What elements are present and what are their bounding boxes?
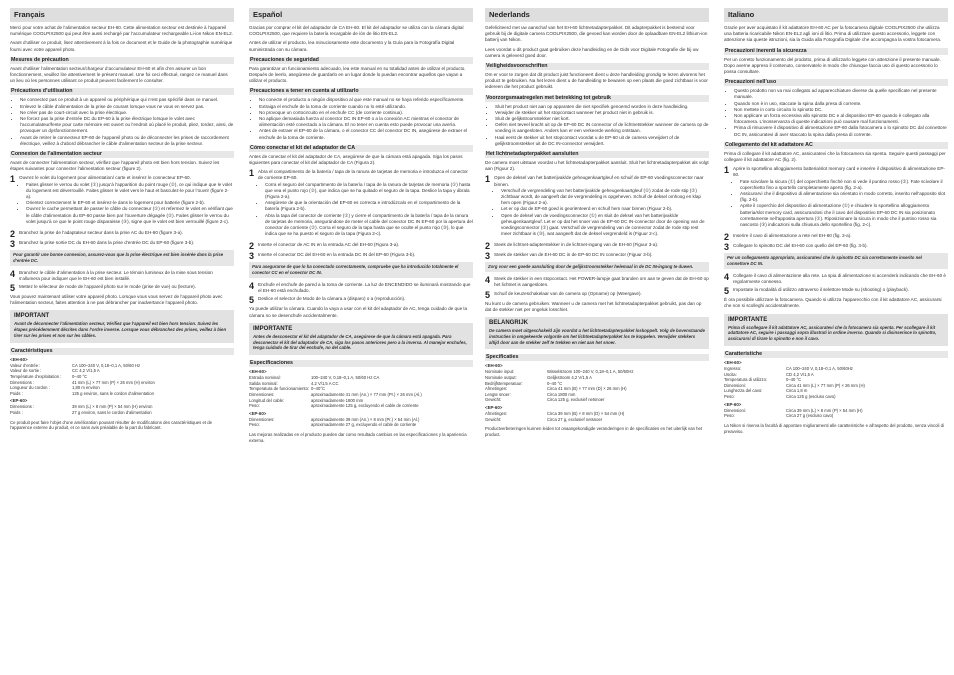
step-number: 3 xyxy=(249,251,255,262)
step-number: 4 xyxy=(485,275,491,286)
spec-value: aproximadamente 41 mm (An.) × 77 mm (Pr.) × 26 mm (Al.) xyxy=(311,392,422,398)
spec-row xyxy=(485,397,709,403)
bullet-item: • No conecte el producto a ningún dispositivo al que este manual no se haya referido específicamente. xyxy=(259,97,473,103)
step-number: 3 xyxy=(485,251,491,262)
bullet-item: • Non mettete in corto circuito lo spinotto DC. xyxy=(734,107,948,113)
spec-key: Longueur du cordon : xyxy=(10,385,50,391)
note-box: Pour garantir une bonne connexion, assurez-vous que la prise électrique est bien insérée dans la prise d’entrée DC. xyxy=(10,250,234,266)
step-subitem: • Asegúrese de que la orientación del EP-60 es correcta e introdúzcalo en el compartimento de la batería (Figura 2-b). xyxy=(265,200,473,212)
spec-key: Temperatura di utilizzo: xyxy=(724,377,768,383)
intro-paragraph: Avant d’utiliser ce produit, lisez attentivement à la fois ce document et le Guide de la photographie numérique fourni avec votre appareil photo. xyxy=(10,40,233,52)
spec-value: CC 4,2 V/1,5 A xyxy=(72,368,100,374)
step-text: Abra el compartimento de la batería / tapa de la ranura de tarjetas de memoria e introduzca el conector de corriente EP-60. xyxy=(258,169,468,181)
step-item xyxy=(485,276,709,288)
important-text: Antes de desconectar el kit del adaptador de CA, asegúrese de que la cámara está apagada. Para desconectar el kit del adaptador de CA, siga los pasos anteriores pero a la inversa. Al manejar enchufes, tenga cuidado de tirar del enchufe, no del cable. xyxy=(253,333,467,351)
spec-value: 0–40 °C xyxy=(786,377,802,383)
bullet-item: • Questo prodotto non va mai collegato ad apparecchiature diverse da quelle specificate nel presente manuale. xyxy=(734,88,948,100)
spec-key: Dimensioni: xyxy=(724,407,746,413)
step-body xyxy=(733,273,948,285)
spec-key: Peso: xyxy=(249,403,260,409)
footer-note: Productverbeteringen kunnen leiden tot onaangekondigde veranderingen in de specificaties en het uiterlijk van het product. xyxy=(485,426,703,438)
intro-paragraph: Gefeliciteerd met uw aanschaf van het EH-60 lichtnetadapterpakket. Dit adapterpakket is bestemd voor gebruik bij de digitale camera COOLPIX2500, die gevoed kan worden door de oplaadbare EN-EL2 lithium-ion batterij van Nikon. xyxy=(485,25,708,43)
step-body xyxy=(19,175,234,228)
step-text: Deslice el selector de Modo de la cámara a (disparo) o a (reproducción). xyxy=(258,296,406,302)
step-body xyxy=(19,270,234,282)
note-box: Zorg voor een goede aansluiting door de gelijkstroomstekker helemaal in de DC IN-ingang te duwen. xyxy=(485,262,709,272)
step-body xyxy=(494,276,709,288)
specs-title: Caractéristiques xyxy=(10,348,234,355)
bullet-list xyxy=(485,104,709,147)
spec-row xyxy=(249,422,473,428)
intro-paragraph: Grazie per aver acquistato il kit adattatore EH-60 AC per la fotocamera digitale COOLPIX2500 che utilizza una batteria ricaricabile Nikon EN-EL2 agli ioni di litio. Prima di utilizzare questo accessorio, leggete con attenzione sia queste istruzioni, sia la Guida alla Fotografia Digitale che accompagna la vostra fotocamera. xyxy=(724,25,942,43)
step-number: 2 xyxy=(724,232,730,243)
step-body xyxy=(258,169,473,240)
step-text: Inserire il cavo di alimentazione a rete nel EH-60 (fig. 3-a). xyxy=(733,233,852,239)
footer-note: La Nikon si riserva la facoltà di apportare miglioramenti alle caratteristiche e all’aspetto del prodotto, senza vincoli di preavviso. xyxy=(724,422,944,434)
step-text: Impostate la modalità di utilizzo attraverso il selettore Mode su (shooting) o (playback). xyxy=(733,287,909,293)
bullet-item: • Quando non è in uso, staccate la spina dalla presa di corrente. xyxy=(734,101,948,107)
step-number: 1 xyxy=(249,168,255,179)
spec-row xyxy=(724,394,948,400)
step-subitem: • Abra la tapa del conector de corriente (①) y cierre el compartimento de la batería / tapa de la ranura de tarjetas de memoria, asegurándose de meter el cable del conector DC IN EP-60 por la apertura del conector de corriente (②). Corra el seguro de la tapa hasta que se oculte el punto rojo (③), lo que indica que se ha puesto el seguro de la tapa (Figura 2-c). xyxy=(265,213,473,238)
section-title: Precauzioni inerenti la sicurezza xyxy=(724,48,948,55)
spec-value: CA 100–240 V, 0,18–0,1 A, 50/60 Hz xyxy=(72,362,141,368)
spec-value: 0–40 °C xyxy=(72,374,88,380)
step-item xyxy=(10,230,234,238)
spec-key: Dimensiones: xyxy=(249,392,275,398)
spec-value: aproximadamente 125 g, excluyendo el cable de corriente xyxy=(311,403,419,409)
step-item xyxy=(724,273,948,285)
step-subitem: • Ouvrez le cache permettant de passer le câble du connecteur (①) et refermez le volet en vérifiant que le câble d’alimentation du EP-60 passe bien par l’ouverture dégagée (②). Faites glisser le verrou du volet jusqu’à ce que le point rouge disparaisse (③), signe que le volet est bien verrouillé (figure 2-c). xyxy=(26,206,234,225)
step-item xyxy=(724,166,948,231)
spec-row xyxy=(10,391,234,397)
step-number: 4 xyxy=(249,281,255,292)
spec-table xyxy=(249,417,473,428)
spec-group-head: <EH-60> xyxy=(485,363,503,369)
step-text: Inserte el conector de AC IN en la entrada AC del EH-60 (Figura 3-a). xyxy=(258,242,400,248)
spec-value: CA 100–240 V, 0,18–0,1 A, 50/60Hz xyxy=(786,366,853,372)
step-body xyxy=(19,240,234,248)
section-title: Veiligheidsvoorschriften xyxy=(485,63,709,70)
important-box xyxy=(249,323,473,355)
step-subitem: • Faites glisser le verrou du volet (①) jusqu’à l’apparition du point rouge (②), ce qui indique que le volet du logement est déverrouillé. Faites glisser le volet vers le haut et basculez-le pour l’ouvrir (figure 2-a). xyxy=(26,182,234,201)
step-text: Enchufe el enchufe de pared a la toma de corriente. La luz de ENCENDIDO se iluminará mostrando que el EH-60 está enchufado. xyxy=(258,282,471,294)
step-text: Open de deksel van het batterijvak/de geheugenkaartgleuf en schuif de EP-60 voedingsconnector naar binnen. xyxy=(494,175,704,187)
step-body xyxy=(258,242,473,250)
section-paragraph: De camera moet uitstaan voordat u het lichtnetadapterpakket aansluit. Sluit het lichtnetadapterpakket als volgt aan (Figuur 2). xyxy=(485,160,709,172)
important-title: IMPORTANTE xyxy=(253,325,293,332)
step-body xyxy=(258,296,473,304)
section-paragraph: Antes de conectar el kit del adaptador de CA, asegúrese de que la cámara está apagada. Siga los pasos siguientes para conectar el kit del adaptador de CA (Figura 2). xyxy=(249,153,463,166)
step-text: Branchez le câble d’alimentation à la prise secteur. Le témoin lumineux de la mise sous tension s’allumera pour indiquer que le EH-60 est bien installé. xyxy=(19,269,213,281)
step-body xyxy=(494,242,709,250)
step-text: Steek de stekker van de EH-60 DC in de EP-60 DC IN connector (Figuur 3-b). xyxy=(494,252,653,258)
intro-paragraph: Merci pour votre achat de l’alimentation secteur EH-60. Cette alimentation secteur est destinée à l’appareil numérique COOLPIX2500 qui peut être aussi rechargé par l’accumulateur rechargeable Li-ion Nikon EN-EL2. xyxy=(10,25,233,37)
spec-row xyxy=(249,403,473,409)
step-item xyxy=(485,291,709,299)
footer-note: Las mejoras realizadas en el producto pueden dar como resultado cambios en las especificaciones y la apariencia externa. xyxy=(249,432,467,443)
spec-value: 1,80 m environ xyxy=(72,385,100,391)
spec-key: Valeur d’entrée : xyxy=(10,362,41,368)
step-body xyxy=(733,287,948,295)
bullet-list xyxy=(10,97,234,147)
step-body xyxy=(19,284,234,292)
spec-key: Gewicht: xyxy=(485,397,502,403)
step-body xyxy=(733,166,948,231)
step-sublist xyxy=(258,182,473,238)
step-text: Mettez le sélecteur de mode de l’appareil photo sur le mode (prise de vue) ou (lecture). xyxy=(19,284,196,290)
spec-group-head: <EP-60> xyxy=(724,401,742,407)
spec-value: Circa 27 g (escluso cavo) xyxy=(786,413,834,419)
column-it xyxy=(724,8,948,668)
spec-key: Lengte snoer: xyxy=(485,391,511,397)
spec-key: Dimensioni: xyxy=(724,382,746,388)
important-text: Avant de déconnecter l’alimentation secteur, Vérifiez que l’appareil est bien hors tension. Suivez les étapes précédemment décrites dans l’ordre inverse. Lorsque vous débranchez des prises, veillez à bien tirer sur les prises et non sur les câbles. xyxy=(14,321,227,339)
step-item xyxy=(249,169,473,240)
spec-group-head: <EH-60> xyxy=(724,360,742,366)
step-sublist xyxy=(733,179,948,229)
bullet-item: • Haal eerst de stekker uit het stopcontact voordat u de EP-60 uit de camera verwijdert of de gelijkstroomstekker uit de DC IN-connector verwijdert. xyxy=(495,135,709,147)
intro-paragraph: Gracias por comprar el kit del adaptador de CA EH-60. El kit del adaptador se utiliza con la cámara digital COOLPIX2500, que requiere la batería recargable de ión de litio EN-EL2. xyxy=(249,25,464,37)
bullet-item: • Oefen niet teveel kracht uit op de EP-60 DC IN connector of de lichtnetstekker wanneer de camera op de voeding is aangesloten. Anders kan er een verkeerde werking ontstaan. xyxy=(495,122,709,134)
section-title: Precauciones a tener en cuenta al utilizarlo xyxy=(249,88,473,95)
spec-value: 0–40 °C xyxy=(547,380,563,386)
step-text: Collegare il cavo di alimentazione alla rete. La spia di alimentazione si accenderà indicando che EH-60 è regolarmente connesso. xyxy=(733,272,946,285)
spec-key: Nominale output: xyxy=(485,375,517,381)
step-item xyxy=(249,242,473,250)
spec-group-head: <EH-60> xyxy=(249,369,267,375)
bullet-list xyxy=(724,88,948,138)
bullet-item: • Ne créer pas de court-circuit avec la prise électrique. xyxy=(20,110,234,116)
spec-key: Gewicht: xyxy=(485,416,502,422)
step-body xyxy=(733,243,948,251)
step-text: Steek de lichtnet-adapterstekker in de lichtnet-ingang van de EH-60 (Figuur 3-a). xyxy=(494,242,659,248)
bullet-list xyxy=(249,97,473,140)
spec-value: CD 4,2 V/1,5 A xyxy=(786,371,814,377)
important-box xyxy=(10,310,234,342)
specs-title: Especificaciones xyxy=(249,360,473,367)
step-number: 1 xyxy=(485,174,491,185)
step-text: Branchez la prise de l’adaptateur secteur dans la prise AC du EH-60 (figure 3-a). xyxy=(19,230,183,236)
step-subitem: • Open de deksel van de voedingsconnector (①) en sluit de deksel van het batterijvak/de geheugenkaartgleuf. Let er op dat het snoer van de EP-60 DC IN-connector door de opening van de voedingsconnector (②) gaat. Verschuif de vergrendeling van de connector zodat de rode stip rest meer zichtbaar is (③), wat aangeeft dat de deksel vergrendeld is (Figuur 2-c). xyxy=(501,213,709,238)
spec-key: Salida nominal: xyxy=(249,380,278,386)
step-text: Branchez la prise sortie DC du EH-60 dans la prise d’entrée DC du EP-60 (figure 3-b). xyxy=(19,240,195,246)
bullet-item: • No aplique demasiada fuerza al conector DC IN EP-60 o a la conexión AC mientras el conector de alimentación esté conectado a la cámara. El no tener en cuenta esto puede provocar una avería. xyxy=(259,116,473,128)
spec-key: Peso: xyxy=(724,413,735,419)
bullet-item: • Ne connectez pas ce produit à un appareil ou périphérique qui n’est pas spécifié dans ce manuel. xyxy=(20,97,234,103)
step-subitem: • Corra el seguro del compartimento de la batería / tapa de la ranura de tarjetas de memoria (①) hasta que vea el punto rojo (②), que indica que se ha quitado el seguro de la tapa. Deslice la tapa y ábrala (Figura 2-a). xyxy=(265,182,473,201)
section-paragraph: Avant d’utiliser l’alimentation secteur/chargeur d’accumulateur EH-60 et afin d’en assurer un bon fonctionnement, veuillez lire attentivement le présent manuel. Une foi ceci effectué, rangez ce manuel dans un lieu où les personnes utilisant ce produit peuvent facilement le consulter. xyxy=(10,65,228,84)
section-title: Het lichtnetadapterpakket aansluiten xyxy=(485,151,709,158)
step-item xyxy=(10,240,234,248)
spec-value: aproximadamente 1800 mm xyxy=(311,397,364,403)
step-item xyxy=(485,242,709,250)
spec-key: Peso: xyxy=(249,422,260,428)
spec-key: Dimensions : xyxy=(10,404,35,410)
spec-key: Peso: xyxy=(724,394,735,400)
step-number: 2 xyxy=(10,229,16,240)
important-title: IMPORTANTE xyxy=(728,316,768,323)
spec-value: 0–40°C xyxy=(311,386,326,392)
important-text: De camera moet uitgeschakeld zijn voordat u het lichtnetadapterpakket loskoppelt. Volg de bovenstaande instructies in omgekeerde volgorde om het lichtnetadapterpakket los te koppelen. Verwijder stekkers altijd door aan de stekker zelf te trekken en niet aan het snoer. xyxy=(489,328,705,345)
spec-key: Afmetingen: xyxy=(485,386,508,392)
note-box: Para asegurarse de que lo ha conectado correctamente, compruebe que ha introducido totalmente el conector CC en el conector DC IN. xyxy=(249,262,473,278)
section-title: Precauzioni nell’uso xyxy=(724,79,948,86)
step-item xyxy=(10,284,234,292)
spec-group-head: <EP-60> xyxy=(249,410,267,416)
spec-group-head: <EP-60> xyxy=(10,398,28,404)
language-header: Nederlands xyxy=(485,8,709,22)
important-title: IMPORTANT xyxy=(14,313,50,320)
bullet-item: • Antes de extraer el EP-60 de la cámara, o el conector CC del conector DC IN, asegúrese de extraer el enchufe de la toma de corriente. xyxy=(259,128,473,140)
spec-key: Valeur de sortie : xyxy=(10,368,42,374)
spec-key: Ingresso: xyxy=(724,366,742,372)
section-paragraph: Para garantizar un funcionamiento adecuado, lea este manual en su totalidad antes de utilizar el producto. Después de leerlo, asegúrese de guardarlo en un lugar donde lo puedan encontrar aquellos que vayan a utilizar el producto. xyxy=(249,65,466,84)
section-paragraph: Prima di collegare il kit adattatore AC, assicuratevi che la fotocamera sia spenta. Seguire questi passaggi per collegare il kit adattatore AC (fig. 2). xyxy=(724,150,946,163)
spec-value: Circa 27 g, exclusief netsnoer xyxy=(547,416,603,422)
bullet-item: • Sluit het product niet aan op apparaten die niet specifiek genoemd worden in deze handleiding. xyxy=(495,104,709,110)
spec-value: 100–240 V, 0,18–0,1 A, 50/60 Hz CA xyxy=(311,375,380,381)
spec-value: Wisselstroom 100–240 V, 0,18–0,1 A, 50/60Hz xyxy=(547,369,634,375)
spec-row xyxy=(724,413,948,419)
spec-key: Entrada nominal: xyxy=(249,375,281,381)
after-paragraph: Vous pouvez maintenant utiliser votre appareil photo. Lorsque vous vous servez de l’appareil photo avec l’alimentation secteur, faites attention à ne pas débrancher par inadvertance l’appareil photo. xyxy=(10,294,223,306)
spec-key: Uscita: xyxy=(724,371,737,377)
column-es xyxy=(249,8,473,668)
spec-table xyxy=(485,411,709,422)
step-number: 4 xyxy=(10,268,16,279)
step-body xyxy=(494,175,709,240)
bullet-item: • Extraiga el enchufe de la toma de corriente cuando no lo esté utilizando. xyxy=(259,104,473,110)
bullet-item: • Avant de retirer le connecteur EP-60 de l’appareil photo ou de déconnecter les prises de raccordement électrique, veillez à d’abord débrancher le câble d’alimentation secteur de la prise secteur. xyxy=(20,135,234,147)
section-title: Precauciones de seguridad xyxy=(249,57,473,64)
step-number: 1 xyxy=(724,165,730,176)
important-text: Prima di scollegare il kit adattatore AC, assicuratevi che la fotocamera sia spenta. Per scollegare il kit adattatore AC, seguire i passaggi sopra illustrati in ordine inverso. Quando si disinserisce lo spinotto, assicurarsi di tirare lo spinotto e non il cavo. xyxy=(728,324,937,342)
step-body xyxy=(258,282,473,294)
section-title: Cómo conectar el kit del adaptador de CA xyxy=(249,145,473,152)
spec-key: Dimensions : xyxy=(10,379,35,385)
section-title: Connexion de l’alimentation secteur xyxy=(10,151,234,158)
spec-value: aproximadamente 39 mm (An.) × 8 mm (Pr.) × 54 mm (Al.) xyxy=(311,416,420,422)
spec-value: Circa 125 g (escluso cavo) xyxy=(786,394,836,400)
spec-table xyxy=(249,375,473,409)
spec-value: 27 g environ, sans le cordon d’alimentation xyxy=(72,410,152,416)
step-item xyxy=(10,270,234,282)
step-text: Inserte el conector DC del EH-60 en la entrada DC IN del EP-60 (Figura 3-b). xyxy=(258,252,416,258)
section-paragraph: Avant de connecter l’alimentation secteur, vérifiez que l’appareil photo est bien hors tension. Suivez les étapes suivantes pour connecter l’alimentation secteur (figure 2). xyxy=(10,160,220,172)
step-number: 5 xyxy=(724,286,730,297)
spec-value: 39 mm (L) × 8 mm (P) × 54 mm (H) environ xyxy=(72,404,153,410)
footer-note: Ce produit peut faire l’objet d’une amélioration pouvant résulter de modifications des caractéristiques et de l’apparence externe du produit, et ce sans avis préalable de la part du fabricant. xyxy=(10,419,213,431)
spec-table xyxy=(485,369,709,403)
column-nl xyxy=(485,8,709,668)
step-subitem: • Orientez correctement le EP-60 et insérez-le dans le logement pour batterie (figure 2-b). xyxy=(26,200,234,206)
spec-table xyxy=(10,404,234,415)
step-item xyxy=(724,287,948,295)
spec-value: 41 mm (L) × 77 mm (P) × 26 mm (H) environ xyxy=(72,379,155,385)
step-number: 1 xyxy=(10,174,16,185)
step-body xyxy=(494,252,709,260)
step-sublist xyxy=(494,188,709,238)
specs-title: Specificaties xyxy=(485,354,709,361)
spec-value: aproximadamente 27 g, excluyendo el cable de corriente xyxy=(311,422,417,428)
spec-key: Poids : xyxy=(10,410,23,416)
note-box: Per un collegamento appropriato, assicuratevi che lo spinotto DC sia correttamente inserito nel connettore DC IN. xyxy=(724,253,948,269)
step-subitem: • Assicurarvi che il dispositivo di alimentazione sia orientato in modo corretto, inserito nell’apposito slot (fig. 2-b). xyxy=(740,191,948,203)
step-number: 4 xyxy=(724,271,730,282)
language-header: Español xyxy=(249,8,473,22)
spec-key: Dimensiones: xyxy=(249,416,275,422)
step-number: 5 xyxy=(10,283,16,294)
step-number: 3 xyxy=(10,239,16,250)
language-header: Français xyxy=(10,8,234,22)
step-text: Steek de stekker in een stopcontact. Het POWER-lampje gaat branden om aan te geven dat de EH-60 op het lichtnet is aangesloten. xyxy=(494,276,709,288)
spec-key: Longitud del cable: xyxy=(249,397,285,403)
after-paragraph: Nu kunt u de camera gebruiken. Wanneer u de camera met het lichtnetadapterpakket gebruikt, pas dan op dat de stekker niet per ongeluk losschiet. xyxy=(485,300,702,312)
spec-value: 125 g environ, sans le cordon d’alimentation xyxy=(72,390,154,396)
step-subitem: • Verschuif de vergrendeling van het batterijvak/de geheugenkaartgleuf (①) zodat de rode stip (②) zichtbaar wordt, de aangeeft dat de vergrendeling is opgeheven. Schuif de deksel omhoog en klap hem open (Figuur 2-a). xyxy=(501,188,709,207)
step-item xyxy=(249,282,473,294)
spec-value: Circa 39 mm (L) × 8 mm (P) × 54 mm (H) xyxy=(786,407,863,413)
step-text: Ouvrez le volet du logement pour alimentation/ carte et insérez le connecteur EP-60. xyxy=(19,175,191,181)
spec-row xyxy=(10,410,234,416)
column-fr xyxy=(10,8,234,668)
step-subitem: • Aprite il coperchio del dispositivo di alimentazione (①) e chiudere lo sportellino alloggiamento batteria/slot memory card, assicurandosi che il cavo del dispositivo EP-60 DC IN sia posizionato correttamente nell’apposita apertura (②). Riposizionare la sicura in modo che il puntino rosso sia nascosto (③) indicazioni sulla chiusura dello sportellino (fig. 2-c). xyxy=(740,203,948,228)
step-number: 3 xyxy=(724,242,730,253)
spec-key: Température d’exploitation : xyxy=(10,374,62,380)
step-text: Aprire lo sportellino alloggiamento batteria/slot memory card e inserire il dispositivo di alimentazione EP-60. xyxy=(733,166,945,178)
step-subitem: • Fate scivolare la sicura (①) del coperchietto finché non si vede il puntino rosso (②). Fate scivolare il coperchietto fino a sportello completamente aperto (fig. 2-a). xyxy=(740,179,948,191)
spec-value: Circa 1800 mm xyxy=(547,391,576,397)
step-item xyxy=(249,296,473,304)
bullet-item: • Non applicare un forza eccessiva allo spinotto DC e al dispositivo EP-60 quando è collegato alla fotocamera. L’inosservanza di queste indicazioni può causare mal funzionamenti. xyxy=(734,113,948,125)
spec-value: Circa 41 mm (L) × 77 mm (P) × 26 mm (H) xyxy=(786,382,865,388)
important-box xyxy=(724,314,948,346)
spec-table xyxy=(724,408,948,419)
spec-key: Nominale input: xyxy=(485,369,515,375)
step-text: Schuif de keuzeschakelaar van de camera op (Opname) op (Weergave). xyxy=(494,290,642,296)
intro-paragraph: Antes de utilizar el producto, lea minuciosamente este documento y la Guía para la Fotografía Digital suministrada con su cámara. xyxy=(249,40,455,52)
bullet-item: • Sluit de gelijkstroomstekker niet kort. xyxy=(495,116,709,122)
bullet-item: • Enlevez le câble d’alimentation de la prise de courant lorsque vous ne vous en servez pas. xyxy=(20,104,234,110)
bullet-item: • Prima di rimuovere il dispositivo di alimentazione EP-60 dalla fotocamera o lo spinotto DC dal connettore DC IN, assicuratevi di aver staccato la spina dalla presa di corrente. xyxy=(734,125,948,137)
spec-key: Lunghezza del cavo: xyxy=(724,388,763,394)
step-text: Collegare lo spinotto DC del EH-60 con quello del EP-60 (fig. 3-b). xyxy=(733,243,868,249)
spec-table xyxy=(10,363,234,397)
section-title: Précautions d’utilisation xyxy=(10,88,234,95)
section-title: Voorzorgsmaatregelen met betrekking tot gebruik xyxy=(485,95,709,102)
spec-key: Temperatura de funcionamiento: xyxy=(249,386,310,392)
step-number: 5 xyxy=(485,289,491,300)
step-item xyxy=(249,252,473,260)
spec-value: Gelijkstroom 4,2 V/1,5 A xyxy=(547,375,592,381)
bullet-item: • No provoque un cortocircuito en el enchufe CC (de corriente continua). xyxy=(259,110,473,116)
bullet-item: • Ne forcez pas la prise d’entrée DC du EP-60 à la prise électrique lorsque le volet avec l’accumulateur/fente pour carte mémoire est ouvert ou l’endroit où placé le produit, pliez, tordez, ainsi, de provoquer un dysfonctionnement. xyxy=(20,116,234,135)
step-number: 2 xyxy=(485,241,491,252)
intro-paragraph: Lees voordat u dit product gaat gebruiken deze handleiding en de Gids voor Digitale Fotografie die bij uw camera is geleverd goed door. xyxy=(485,46,699,58)
section-title: Mesures de précaution xyxy=(10,57,234,64)
spec-value: Circa 1,8 m xyxy=(786,388,808,394)
step-item xyxy=(10,175,234,228)
step-item xyxy=(485,175,709,240)
step-item xyxy=(724,243,948,251)
step-body xyxy=(258,252,473,260)
after-paragraph: È ora possibile utilizzare la fotocamera. Quando si utilizza l’apparecchio con il kit adattatore AC, assicurarsi che non si scolleghi accidentalmente. xyxy=(724,297,942,309)
specs-title: Caratteristiche xyxy=(724,351,948,358)
spec-value: Circa 125 g, exclusief netsnoer xyxy=(547,397,605,403)
spec-value: Circa 41 mm (B) × 77 mm (D) × 26 mm (H) xyxy=(547,386,627,392)
step-item xyxy=(724,233,948,241)
spec-key: Poids : xyxy=(10,390,23,396)
section-title: Collegamento del kit adattatore AC xyxy=(724,142,948,149)
spec-key: Afmetingen: xyxy=(485,411,508,417)
important-box xyxy=(485,317,709,349)
important-title: BELANGRIJK xyxy=(489,320,529,327)
step-body xyxy=(733,233,948,241)
step-number: 5 xyxy=(249,295,255,306)
step-sublist xyxy=(19,182,234,225)
language-header: Italiano xyxy=(724,8,948,22)
step-subitem: • Let er op dat de EP-60 goed is georiënteerd en schuif hem naar binnen (Figuur 2-b). xyxy=(501,206,709,212)
spec-key: Bedrijfstemperatuur: xyxy=(485,380,523,386)
bullet-item: • Verwijder de stekker uit het stopcontact wanneer het product niet in gebruik is. xyxy=(495,110,709,116)
step-body xyxy=(494,291,709,299)
spec-row xyxy=(485,417,709,423)
step-item xyxy=(485,252,709,260)
section-paragraph: Per un corretto funzionamento del prodotto, prima di utilizzarlo leggete con attenzione il presente manuale. Dopo averne appreso il contenuto, conservatelo in modo che chiunque faccia uso di questo accessorio lo possa consultare. xyxy=(724,56,941,75)
spec-group-head: <EP-60> xyxy=(485,405,503,411)
step-number: 2 xyxy=(249,241,255,252)
step-body xyxy=(19,230,234,238)
after-paragraph: Ya puede utilizar la cámara. Cuando la vaya a usar con el kit del adaptador de AC, tenga cuidado de que la cámara no se desenchufe accidentalmente. xyxy=(249,306,468,318)
section-paragraph: Om er voor te zorgen dat dit product juist functioneert dient u deze handleiding grondig te lezen alvorens het product te gebruiken. Na het lezen dient u de handleiding te bewaren op een plaats die goed zichtbaar is voor iedereen die het product gebruikt. xyxy=(485,72,708,90)
spec-group-head: <EH-60> xyxy=(10,356,28,362)
spec-table xyxy=(724,366,948,400)
spec-value: 4,2 V/1,5 A CC xyxy=(311,380,339,386)
spec-value: Circa 39 mm (B) × 8 mm (D) × 54 mm (H) xyxy=(547,411,625,417)
